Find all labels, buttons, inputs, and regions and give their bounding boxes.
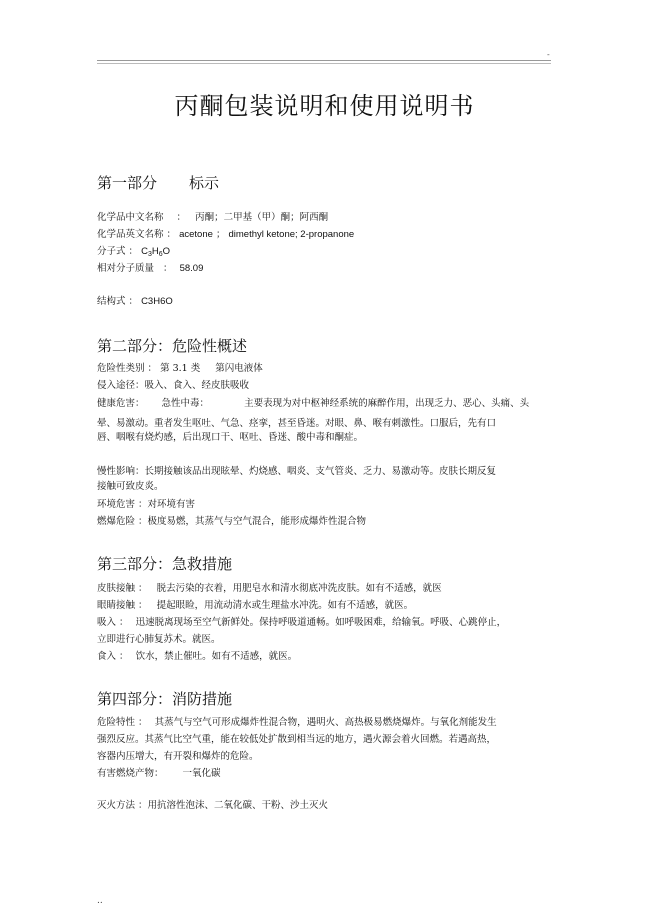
- formula-c: C: [141, 246, 148, 257]
- route-line: 侵入途径：吸入、食入、经皮肤吸收: [97, 380, 250, 391]
- cn-name-sep: ：: [176, 212, 187, 223]
- en-name-line: [97, 228, 354, 242]
- health-line-3: 唇、咽喉有烧灼感，后出现口干、呕吐、昏迷、酸中毒和酮症。: [97, 432, 364, 443]
- chronic-line-2: 接触可致皮炎。: [97, 481, 164, 492]
- section-4-heading: 第四部分：消防措施: [97, 690, 233, 708]
- cat-label: 危险性类别 ：: [97, 363, 158, 374]
- health-line-1: [97, 397, 529, 411]
- struct-line: [97, 295, 173, 309]
- health-sub: 急性中毒：: [161, 398, 210, 409]
- fire-line: 燃爆危险 ：极度易燃，其蒸气与空气混合，能形成爆炸性混合物: [97, 516, 367, 527]
- section-1-heading-a: 第一部分: [97, 174, 158, 192]
- bottom-mark: ..: [97, 896, 103, 906]
- health-text-1: 主要表现为对中枢神经系统的麻醉作用，出现乏力、恶心、头痛、头: [244, 398, 530, 409]
- mw-sep: ：: [163, 263, 173, 274]
- combust-text: 一氧化碳: [182, 768, 221, 779]
- inhale-line-1: [97, 616, 506, 630]
- cn-name-value: 丙酮；二甲基（甲）酮；阿西酮: [195, 212, 329, 223]
- section-3-heading: 第三部分：急救措施: [97, 555, 233, 573]
- header-rule: [97, 60, 551, 64]
- formula-label: 分子式 ：: [97, 246, 139, 257]
- formula-o: O: [162, 246, 171, 257]
- chronic-line-1: 慢性影响：长期接触该品出现眩晕、灼烧感、咽炎、支气管炎、乏力、易激动等。皮肤长期反复: [97, 466, 497, 477]
- corner-mark: -: [547, 50, 550, 59]
- hazard-label: 危险特性 ：: [97, 717, 148, 728]
- skin-text: 脱去污染的衣着，用肥皂水和清水彻底冲洗皮肤。如有不适感，就医: [156, 583, 442, 594]
- mw-line: [97, 262, 203, 276]
- eye-line: [97, 599, 413, 613]
- ingest-label: 食入 ：: [97, 651, 129, 662]
- combust-label: 有害燃烧产物：: [97, 768, 164, 779]
- cn-name-line: [97, 211, 328, 225]
- eye-label: 眼睛接触 ：: [97, 600, 148, 611]
- health-label: 健康危害：: [97, 398, 145, 409]
- combust-line: [97, 767, 221, 781]
- cn-name-label: 化学品中文名称: [97, 212, 164, 223]
- formula-value: [141, 246, 170, 257]
- formula-h: H: [151, 246, 159, 257]
- struct-label: 结构式 ：: [97, 296, 139, 307]
- en-name-sep: ：: [166, 229, 177, 240]
- hazard-category-line: [97, 362, 263, 376]
- env-line: 环境危害 ：对环境有害: [97, 499, 196, 510]
- mw-label: 相对分子质量: [97, 263, 155, 274]
- en-name-value1: acetone: [179, 229, 213, 240]
- health-line-2: 晕、易激动。重者发生呕吐、气急、痉挛，甚至昏迷。对眼、鼻、喉有刺激性。口服后，先有口: [97, 418, 497, 429]
- eye-text: 提起眼睑，用流动清水或生理盐水冲洗。如有不适感，就医。: [156, 600, 414, 611]
- formula-c-n: 3: [147, 251, 152, 258]
- section-1-heading: [97, 172, 219, 193]
- cat-value: 第 3.1 类: [160, 363, 201, 374]
- inhale-text-1: 迅速脱离现场至空气新鲜处。保持呼吸道通畅。如呼吸困难，给输氧。呼吸、心跳停止，: [135, 617, 507, 628]
- cat-desc: 第闪电液体: [215, 363, 263, 374]
- section-2-heading: 第二部分：危险性概述: [97, 337, 248, 355]
- extinguish-line: 灭火方法 ：用抗溶性泡沫、二氧化碳、干粉、沙土灭火: [97, 800, 329, 811]
- hazard-text-1: 其蒸气与空气可形成爆炸性混合物，遇明火、高热极易燃烧爆炸。与氧化剂能发生: [154, 717, 497, 728]
- struct-value: C3H6O: [141, 296, 173, 307]
- inhale-line-2: 立即进行心肺复苏术。就医。: [97, 634, 221, 645]
- ingest-line: [97, 650, 297, 664]
- en-name-value2: dimethyl ketone; 2-propanone: [228, 229, 355, 240]
- inhale-label: 吸入 ：: [97, 617, 129, 628]
- formula-h-n: 6: [158, 251, 163, 258]
- hazard-line-3: 容器内压增大，有开裂和爆炸的危险。: [97, 751, 259, 762]
- skin-line: [97, 582, 442, 596]
- en-name-sep2: ；: [215, 229, 226, 240]
- document-title: 丙酮包装说明和使用说明书: [174, 92, 475, 120]
- skin-label: 皮肤接触 ：: [97, 583, 148, 594]
- hazard-line-2: 强烈反应。其蒸气比空气重，能在较低处扩散到相当远的地方，遇火源会着火回燃。若遇高热，: [97, 734, 497, 745]
- en-name-label: 化学品英文名称: [97, 229, 164, 240]
- mw-value: 58.09: [179, 263, 204, 274]
- formula-line: [97, 245, 170, 260]
- ingest-text: 饮水，禁止催吐。如有不适感，就医。: [135, 651, 298, 662]
- section-1-heading-b: 标示: [189, 174, 220, 192]
- hazard-line-1: [97, 716, 497, 730]
